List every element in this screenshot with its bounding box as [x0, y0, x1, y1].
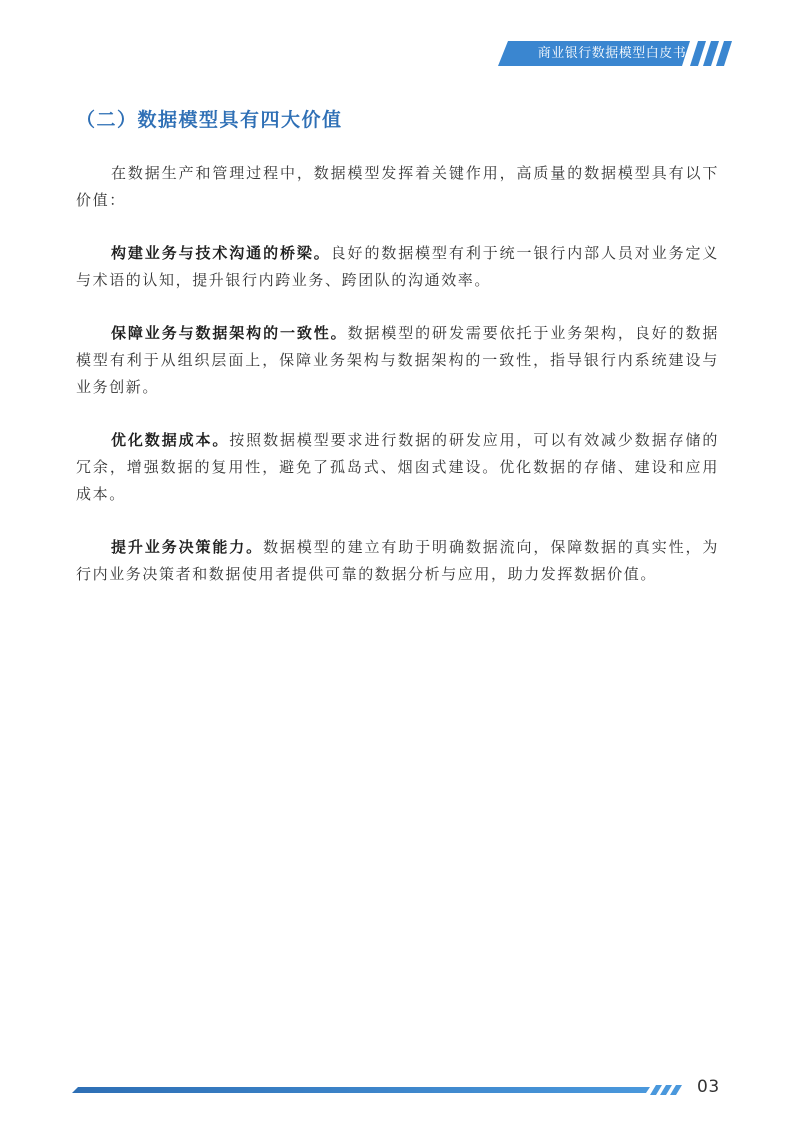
value-paragraph-cost	[76, 427, 719, 508]
value-lead: 构建业务与技术沟通的桥梁。	[111, 244, 331, 262]
value-text: 数据模型的建立有助于明确数据流向，保障数据的真实性，为行内业务决策者和数据使用者提供可靠的数据分析与应用，助力发挥数据价值。	[76, 538, 719, 583]
value-paragraph-consistency	[76, 320, 719, 401]
footer-decorative-line	[72, 1080, 692, 1096]
value-text: 良好的数据模型有利于统一银行内部人员对业务定义与术语的认知，提升银行内跨业务、跨团队的沟通效率。	[76, 244, 719, 289]
value-text: 按照数据模型要求进行数据的研发应用，可以有效减少数据存储的冗余，增强数据的复用性，避免了孤岛式、烟囱式建设。优化数据的存储、建设和应用成本。	[76, 431, 719, 503]
value-lead: 保障业务与数据架构的一致性。	[111, 324, 348, 342]
footer-line-shape	[72, 1080, 692, 1096]
value-paragraph-bridge	[76, 240, 719, 294]
page-number: 03	[697, 1077, 720, 1097]
value-text: 数据模型的研发需要依托于业务架构，良好的数据模型有利于从组织层面上，保障业务架构与数据架构的一致性，指导银行内系统建设与业务创新。	[76, 324, 719, 396]
header-banner	[498, 41, 748, 66]
section-heading: （二）数据模型具有四大价值	[76, 109, 343, 131]
value-lead: 提升业务决策能力。	[111, 538, 264, 556]
value-lead: 优化数据成本。	[111, 431, 230, 449]
intro-paragraph	[76, 160, 719, 214]
header-title: 商业银行数据模型白皮书	[537, 46, 687, 61]
value-paragraph-decision	[76, 534, 719, 588]
intro-text: 在数据生产和管理过程中，数据模型发挥着关键作用，高质量的数据模型具有以下价值：	[76, 164, 719, 209]
